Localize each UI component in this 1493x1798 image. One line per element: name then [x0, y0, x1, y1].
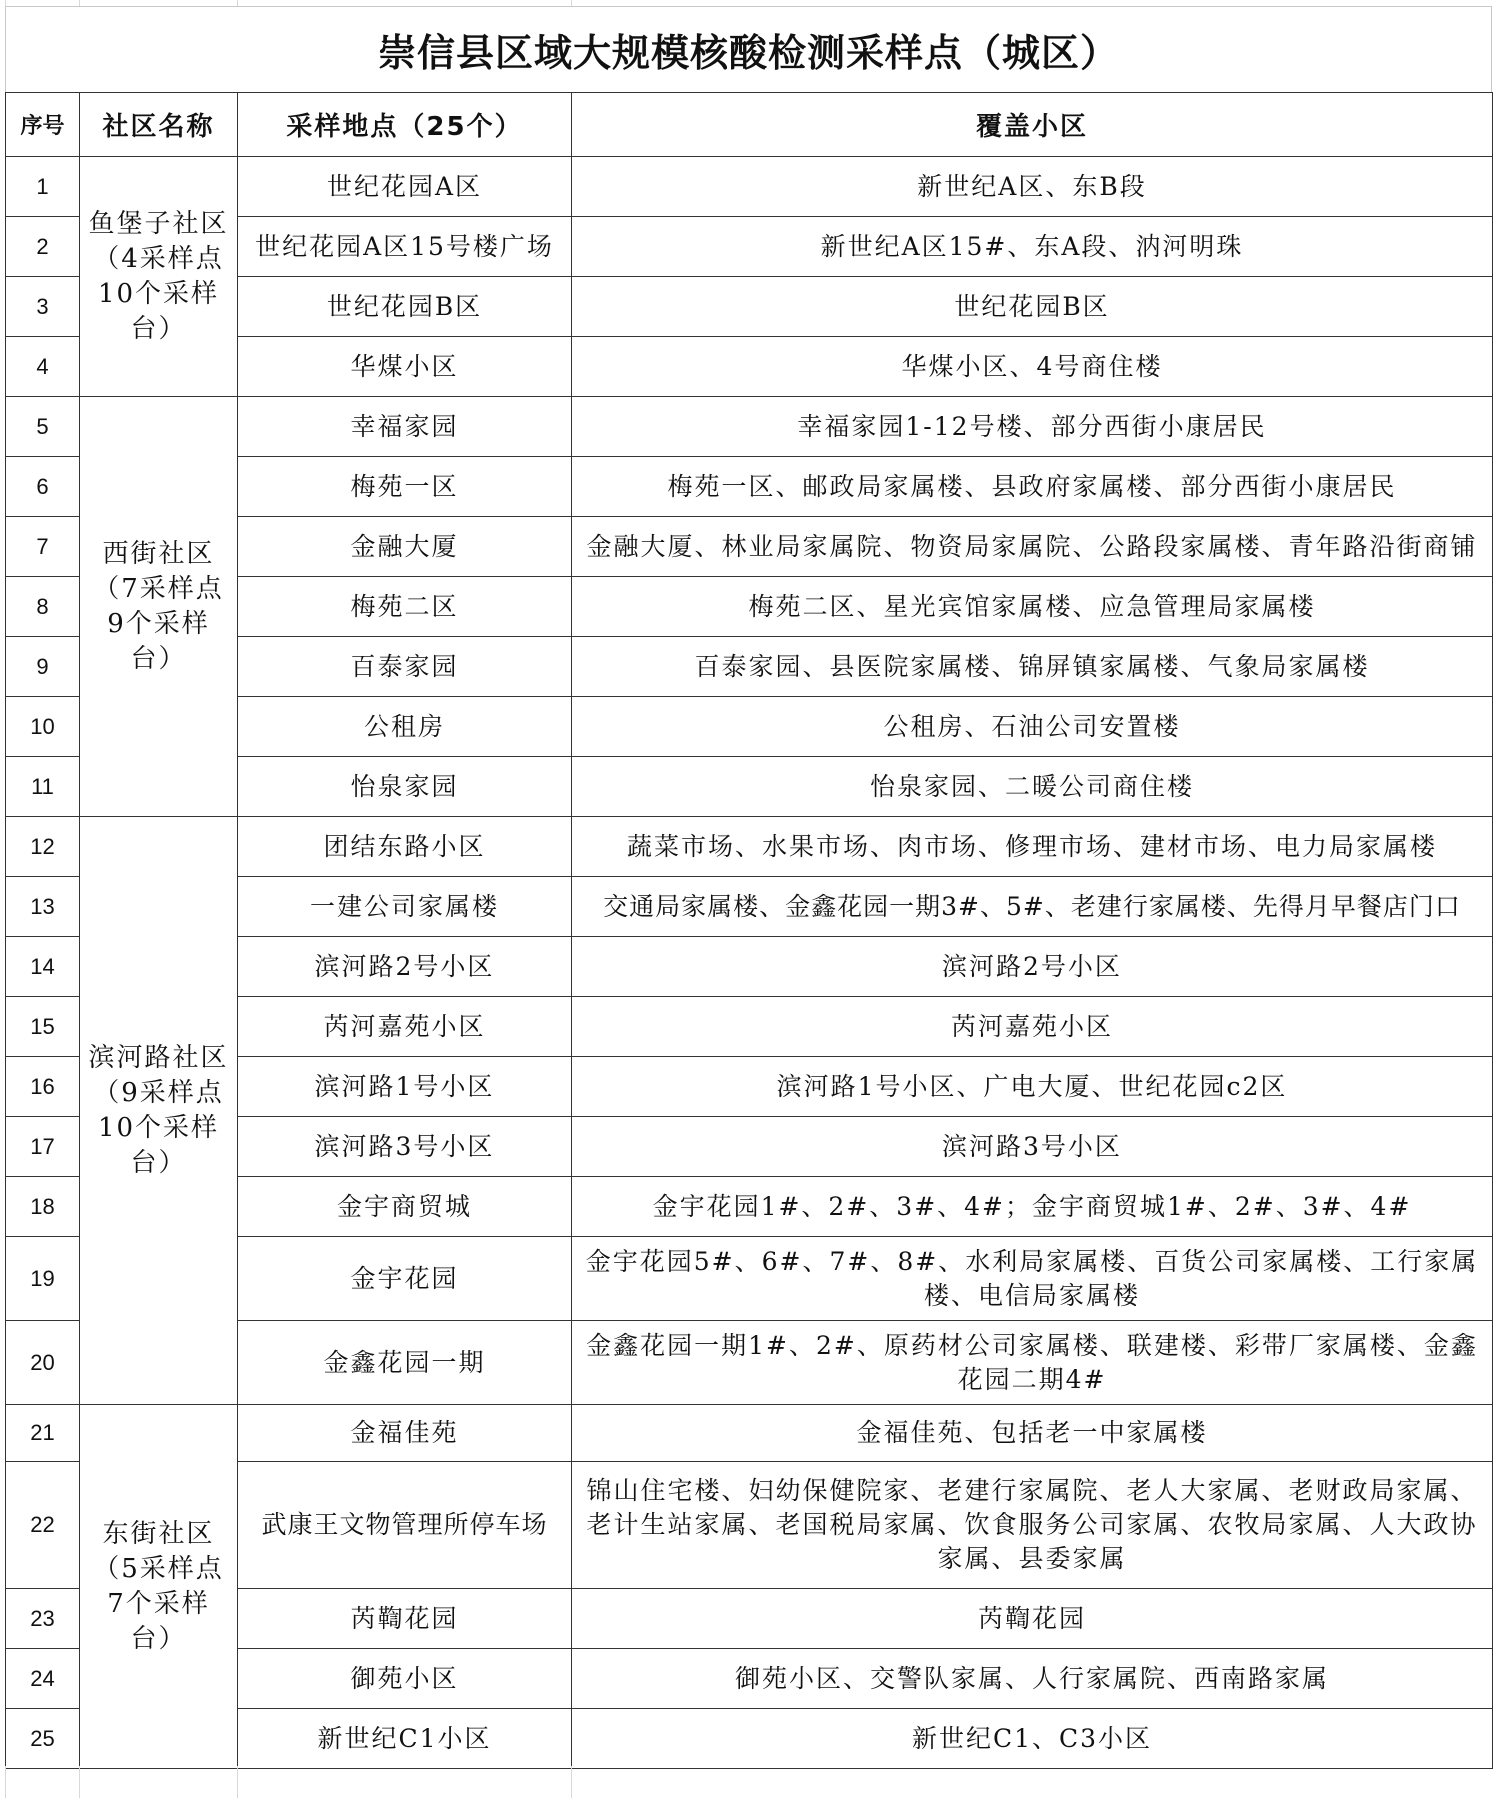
row-no: 11	[6, 757, 80, 817]
site-cell: 世纪花园A区	[238, 157, 572, 217]
header-site: 采样地点（25个）	[238, 93, 572, 157]
row-no: 25	[6, 1709, 80, 1769]
coverage-cell: 滨河路3号小区	[572, 1117, 1493, 1177]
site-cell: 芮河嘉苑小区	[238, 997, 572, 1057]
community-cell: 滨河路社区（9采样点10个采样台）	[80, 817, 238, 1405]
coverage-cell: 百泰家园、县医院家属楼、锦屏镇家属楼、气象局家属楼	[572, 637, 1493, 697]
row-no: 3	[6, 277, 80, 337]
row-no: 14	[6, 937, 80, 997]
site-cell: 金宇商贸城	[238, 1177, 572, 1237]
site-cell: 幸福家园	[238, 397, 572, 457]
coverage-cell: 御苑小区、交警队家属、人行家属院、西南路家属	[572, 1649, 1493, 1709]
sampling-sites-table	[5, 92, 1493, 1769]
header-row	[6, 93, 1493, 157]
community-cell: 东街社区（5采样点7个采样台）	[80, 1405, 238, 1769]
site-cell: 团结东路小区	[238, 817, 572, 877]
gridline	[79, 1766, 80, 1798]
site-cell: 新世纪C1小区	[238, 1709, 572, 1769]
site-cell: 怡泉家园	[238, 757, 572, 817]
site-cell: 华煤小区	[238, 337, 572, 397]
coverage-cell: 芮鞫花园	[572, 1589, 1493, 1649]
gridline	[571, 1766, 572, 1798]
gridline	[237, 1766, 238, 1798]
coverage-cell: 锦山住宅楼、妇幼保健院家、老建行家属院、老人大家属、老财政局家属、老计生站家属、老国税局家属、饮食服务公司家属、农牧局家属、人大政协家属、县委家属	[572, 1462, 1493, 1589]
site-cell: 芮鞫花园	[238, 1589, 572, 1649]
coverage-cell: 金鑫花园一期1#、2#、原药材公司家属楼、联建楼、彩带厂家属楼、金鑫花园二期4#	[572, 1321, 1493, 1405]
header-coverage: 覆盖小区	[572, 93, 1493, 157]
row-no: 18	[6, 1177, 80, 1237]
site-cell: 金宇花园	[238, 1237, 572, 1321]
coverage-cell: 新世纪C1、C3小区	[572, 1709, 1493, 1769]
coverage-cell: 梅苑二区、星光宾馆家属楼、应急管理局家属楼	[572, 577, 1493, 637]
row-no: 16	[6, 1057, 80, 1117]
coverage-cell: 梅苑一区、邮政局家属楼、县政府家属楼、部分西街小康居民	[572, 457, 1493, 517]
row-no: 19	[6, 1237, 80, 1321]
header-community: 社区名称	[80, 93, 238, 157]
coverage-cell: 金宇花园5#、6#、7#、8#、水利局家属楼、百货公司家属楼、工行家属楼、电信局家属楼	[572, 1237, 1493, 1321]
table-row	[6, 1405, 1493, 1462]
row-no: 21	[6, 1405, 80, 1462]
header-no: 序号	[6, 93, 80, 157]
site-cell: 金融大厦	[238, 517, 572, 577]
page-title: 崇信县区域大规模核酸检测采样点（城区）	[5, 6, 1492, 92]
row-no: 10	[6, 697, 80, 757]
row-no: 24	[6, 1649, 80, 1709]
row-no: 20	[6, 1321, 80, 1405]
row-no: 5	[6, 397, 80, 457]
coverage-cell: 金宇花园1#、2#、3#、4#；金宇商贸城1#、2#、3#、4#	[572, 1177, 1493, 1237]
site-cell: 滨河路2号小区	[238, 937, 572, 997]
table-row	[6, 817, 1493, 877]
coverage-cell: 滨河路1号小区、广电大厦、世纪花园c2区	[572, 1057, 1493, 1117]
site-cell: 金鑫花园一期	[238, 1321, 572, 1405]
row-no: 23	[6, 1589, 80, 1649]
row-no: 13	[6, 877, 80, 937]
site-cell: 一建公司家属楼	[238, 877, 572, 937]
coverage-cell: 华煤小区、4号商住楼	[572, 337, 1493, 397]
coverage-cell: 怡泉家园、二暖公司商住楼	[572, 757, 1493, 817]
row-no: 2	[6, 217, 80, 277]
row-no: 4	[6, 337, 80, 397]
site-cell: 百泰家园	[238, 637, 572, 697]
site-cell: 梅苑一区	[238, 457, 572, 517]
coverage-cell: 金福佳苑、包括老一中家属楼	[572, 1405, 1493, 1462]
row-no: 12	[6, 817, 80, 877]
row-no: 8	[6, 577, 80, 637]
community-cell: 鱼堡子社区（4采样点10个采样台）	[80, 157, 238, 397]
coverage-cell: 公租房、石油公司安置楼	[572, 697, 1493, 757]
table-row	[6, 157, 1493, 217]
site-cell: 金福佳苑	[238, 1405, 572, 1462]
site-cell: 世纪花园B区	[238, 277, 572, 337]
row-no: 22	[6, 1462, 80, 1589]
site-cell: 公租房	[238, 697, 572, 757]
coverage-cell: 新世纪A区、东B段	[572, 157, 1493, 217]
coverage-cell: 幸福家园1-12号楼、部分西街小康居民	[572, 397, 1493, 457]
row-no: 15	[6, 997, 80, 1057]
coverage-cell: 世纪花园B区	[572, 277, 1493, 337]
site-cell: 梅苑二区	[238, 577, 572, 637]
row-no: 17	[6, 1117, 80, 1177]
table-row	[6, 397, 1493, 457]
row-no: 6	[6, 457, 80, 517]
gridline	[5, 1766, 6, 1798]
site-cell: 世纪花园A区15号楼广场	[238, 217, 572, 277]
row-no: 1	[6, 157, 80, 217]
row-no: 7	[6, 517, 80, 577]
site-cell: 武康王文物管理所停车场	[238, 1462, 572, 1589]
coverage-cell: 金融大厦、林业局家属院、物资局家属院、公路段家属楼、青年路沿街商铺	[572, 517, 1493, 577]
coverage-cell: 滨河路2号小区	[572, 937, 1493, 997]
site-cell: 御苑小区	[238, 1649, 572, 1709]
coverage-cell: 芮河嘉苑小区	[572, 997, 1493, 1057]
site-cell: 滨河路1号小区	[238, 1057, 572, 1117]
row-no: 9	[6, 637, 80, 697]
community-cell: 西街社区（7采样点9个采样台）	[80, 397, 238, 817]
coverage-cell: 蔬菜市场、水果市场、肉市场、修理市场、建材市场、电力局家属楼	[572, 817, 1493, 877]
coverage-cell: 新世纪A区15#、东A段、汭河明珠	[572, 217, 1493, 277]
coverage-cell: 交通局家属楼、金鑫花园一期3#、5#、老建行家属楼、先得月早餐店门口	[572, 877, 1493, 937]
site-cell: 滨河路3号小区	[238, 1117, 572, 1177]
empty-grid-row	[0, 1766, 1493, 1798]
